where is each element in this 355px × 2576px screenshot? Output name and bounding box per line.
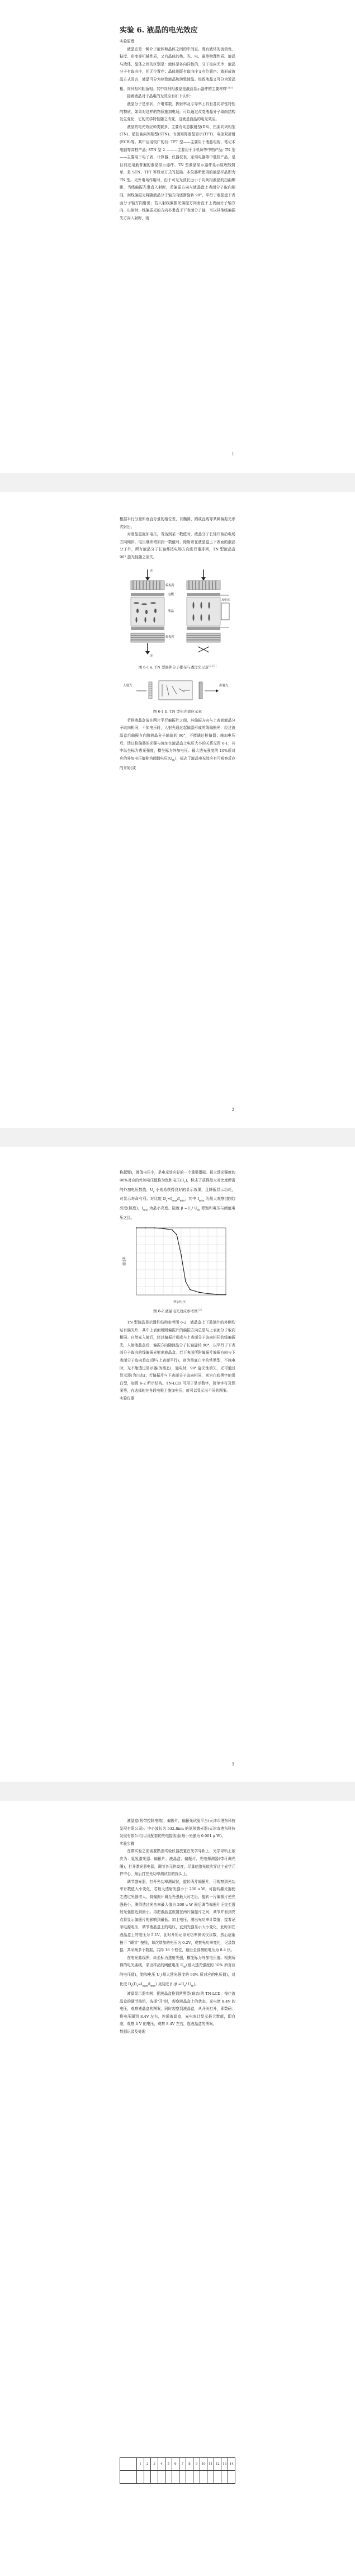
table-cell: 7 — [179, 2458, 186, 2471]
chart-ylabel: 透过率 — [123, 1256, 126, 1266]
paragraph: TN 型液晶显示器件结构参考图 6-2，液晶盒上下玻璃片的外侧均贴有偏光片，其中上表面所附偏振片的偏振方向总是与上表面分子取向相同。自然光入射后，经过偏振片形成与上表面分子取向相同的线偏振光，入射液晶盒后，偏振方向随液晶分子长轴旋转 90°，以平行于下表面分子取向的线偏振光射出液晶盒。若下表面所附偏振片偏振方向与下表面分子取向垂直(即与上表面平行)，则为黑底白字的常黑型，不施电时，光不能透过显示器(为黑态)，施电时，90° 旋光性消失，光可通过显示器(为白态)；若偏振片与下表面分子取向相同，则为白底黑字的常白型，如图 6-2 所示结构。TN-LCD 可用于显示数字，简单字符及图案等，有选择的在各段电极上施加电压，就可以显示出不同的图案。 — [120, 1320, 235, 1393]
page-number: 3 — [231, 1762, 234, 1767]
paragraph: 液晶分子是形状，介电常数、折射率及专导率上具有各向异性特性的物质，如果对这样的物质施加电场，可以通过改变液晶分子取向结构发生变化，它的光学特性随之改变，这就是液晶的电光效应。 — [120, 101, 235, 122]
paragraph: 对液晶盒施加电压，当达到某一数值时，液晶分子长轴开始沿电场方向倾斜，电压继续增加到一数值时，除附着在液晶盒上下表面的液晶分子外，所有液晶分子长轴都按电场方向进行重排列，TN 型液晶盒 90° 旋光性随之消失。 — [120, 532, 235, 559]
page-number: 1 — [231, 452, 234, 456]
page-number: 2 — [231, 1108, 234, 1112]
table-cell — [179, 2471, 186, 2484]
svg-text:入射光: 入射光 — [123, 684, 132, 687]
section-steps: 实验步骤 — [120, 1841, 135, 1846]
chart-point — [225, 1294, 226, 1295]
figure-caption: 图 6-1 b. TN 型电光效应示意 — [153, 709, 202, 714]
table-cell — [151, 2471, 158, 2484]
table-cell — [172, 2471, 179, 2484]
table-cell: 12 — [214, 2458, 221, 2471]
svg-text:偏振片: 偏振片 — [165, 583, 175, 587]
chart-xlabel: 外加电压 — [173, 1300, 186, 1304]
table-row — [120, 2458, 235, 2471]
paragraph: 液晶的电光效应种类繁多，主要有动态散射型(DS)、扭曲向列相型(TN)、超扭曲向列相型(STN)、有源矩阵液晶显示(TFT)、电控双折射(ECB)等。其中应用较广的有: TFT 型——主要用于液晶电视、笔记本电脑等高档产品; STN 型 2 ———主要用于手机屏等中档产品; TN 型——主要用于电子表、计算器、仪器仪表、家用电器等中低档产品，是目前应用最普遍的液晶显示器件。TN 型液晶显示器件显示原理较简单，是 STN、TFT 等显示方式的基础。本仪器所使用的液晶样品即为 TN 型。见外电场作用时，由于可见光波长远小于向列相液晶的扭曲螺距，当线偏振光垂直入射时，若偏振方向与液晶盘上表面分子取向相同，则线偏振光将随液晶分子轴方向逐渐旋转 90°，平行于液晶盘下表面分子轴方向射出；若入射线偏振光偏振方向垂直于上表面分子轴方向，出射时，线偏振光的方向亦垂直于下表面分子轴，当以其他线偏振光方向入射时，则 — [120, 124, 235, 220]
data-table — [120, 2457, 235, 2484]
table-cell: 2 — [144, 2458, 151, 2471]
page-2-content — [120, 516, 235, 772]
paragraph: 调节激光器，打开光功率测试仪，旋转两片偏振片，可观察到光功率计数值大小变化，若最大透射光强小于 200 u W，可旋转激光器使之透过光强增大。将偏振片调至光强最大时之后，旋转一片偏振片使光强最小，测得透过光功率最大值为 200 u W 最后调节偏振片正交至透射光强值达到最小。再把液晶盒放置在两片偏振片之间，调节并看到亮点将显示偏振片的影响到最低。加上电压，测出光功率计数值，接着记录电源电压，调节液晶盒上的电压，直到光强显示大小变化，此时加在液晶盒上的电压为 5.1V，此时开始记录光功率测试仪读数，然后逐渐按下 "调节" 按钮，每次增加的电压为 0.2V，观察光功率变化，记录数据，共采集多个数据，共得 16 个档位，最后全部测的电压为 8.4 伏。 — [120, 1879, 235, 1953]
table-cell: 5 — [165, 2458, 172, 2471]
chart-point — [176, 1234, 177, 1235]
svg-text:偏振片: 偏振片 — [165, 635, 175, 639]
table-cell: 10 — [200, 2458, 207, 2471]
tn-cell-on — [187, 569, 229, 652]
table-cell — [144, 2471, 151, 2484]
section-instrument: 实验仪器 — [120, 1396, 135, 1401]
table-cell: 13 — [221, 2458, 228, 2471]
table-cell: 1 — [137, 2458, 144, 2471]
page-1 — [0, 0, 355, 473]
table-cell — [158, 2471, 165, 2484]
table-cell — [193, 2471, 200, 2484]
chart-point — [136, 1227, 137, 1228]
table-cell — [214, 2471, 221, 2484]
paragraph: 在电光曲线图，纵坐标为透射光强，横坐标为外加电压值。根据所得的电光曲线，求出样品的阈值电压 $U_{th}$(最大透光强度的 10% 所对应的电压值)，饱和电压 $U_r$(最大透光强度的 90% 所对应的电压值)，对比度 $D_r(D_r=I_{max}/I_{min})$ 及陡度 β ($\beta =U_r/$ $U_{th}$)。 — [120, 1955, 235, 1988]
figure-caption: 图 6-1 a. TN 型器件分子排布与透过光示意[2][3] — [138, 664, 217, 670]
chart-point — [207, 1293, 209, 1294]
page-3 — [0, 1147, 355, 1782]
svg-text:加电压: 加电压 — [221, 598, 230, 602]
table-cell: 6 — [172, 2458, 179, 2471]
svg-text:光: 光 — [150, 654, 153, 658]
chart-point — [185, 1281, 186, 1282]
paragraph: 液晶盒(附带控制电箱)，偏振片，偏振光试验平台(天津市港东科技发展有限公司)。中心波长为 632.8nm 的氦氖激光器(天津市港东科技发展有限公司)以及配套的光电接收器(最小光强为 0.001 μ W)。 — [120, 1819, 235, 1839]
chart-point — [172, 1230, 173, 1231]
paragraph: 接着液晶对于晶电的光效应有如下认识： — [127, 94, 193, 99]
chart-point — [216, 1294, 217, 1295]
table-cell: 8 — [186, 2458, 193, 2471]
paragraph: 液晶显示器实例：把液晶盒换到常黑型(暗态)的 TN-LCD，按住液晶盒的调节按钮，选择"开"时，观察液晶盒上的状态，光电增 8.4V 的电压，观察液晶盒的图案，同时观察到液晶盒，从开关打开，即数码：将电压调到 8.4V 左右，连通液晶盒，光电率计显示最大数值，即白态，观察 4 V 的电压，观察 8.4V 左右，连液晶盒的图案。 — [120, 1991, 235, 2027]
table-row — [120, 2471, 235, 2484]
table-cell: 11 — [207, 2458, 214, 2471]
table-cell — [207, 2471, 214, 2484]
table-cell: 4 — [158, 2458, 165, 2471]
table-cell — [200, 2471, 207, 2484]
electro-optic-chart — [120, 1225, 235, 1308]
table-cell — [120, 2471, 137, 2484]
page-1-content — [120, 38, 235, 222]
svg-text:光: 光 — [150, 569, 153, 573]
table-cell: 9 — [193, 2458, 200, 2471]
table-cell — [221, 2471, 228, 2484]
experiment-title: 实验 6. 液晶的电光效应 — [120, 26, 198, 35]
section-data: 数据记录及处理 — [120, 2029, 146, 2034]
table-cell — [120, 2458, 137, 2471]
table-cell — [165, 2471, 172, 2484]
chart-point — [145, 1227, 146, 1228]
page-2 — [0, 492, 355, 1128]
table-cell: 14 — [228, 2458, 235, 2471]
chart-point — [163, 1228, 164, 1229]
section-principle: 实验原理 — [120, 39, 135, 44]
chart-point — [154, 1227, 155, 1228]
svg-text:出射光: 出射光 — [219, 684, 229, 687]
svg-text:电极: 电极 — [168, 592, 174, 596]
table-cell — [186, 2471, 193, 2484]
tn-structure-figure — [120, 564, 235, 665]
paragraph: 在做实验之前需要熟悉实验仪器放置在光学导轨上，光学导轨上依次为：氦氖激光器、偏振片、液晶盒、偏振片、光电探测器(带可调光阑)，打开激光器电源，调节各元件高度，尽量使激光依次穿过个光学元件中心，最后打在光功率测试仪的探头上。 — [120, 1849, 235, 1877]
figure-caption: 图 6-2 液晶电光效应参考图[3] — [153, 1308, 202, 1313]
paragraph: 若将液晶盒放在两片平行偏振片之间，其偏振方向与上表面液晶分子取向相同，不加电压时，入射光通过起偏器形成的线偏振光，经过液晶盒后偏振方向随液晶分子轴旋转 90°，不能通过检偏器；施加电压后，透过检偏器的光强与施加在液晶盒上电压大小的关系见图 6-1；其中纵坐标为透光强度，横坐标为外加电压。最大透光强度的 10%所对应的外加电压值称为阈值电压$(U_{th})$，标志了液晶电光效应有可观察反应的开始(或 — [120, 718, 235, 770]
paragraph: 称起辉)，阈值电压小，是电光效应好的一个重要指标。最大透光强度的 90%对应的外加电压值称为饱和电压$(U_r)$，标志了获得最大对比度所需的外加电压数值，$U_r$ 小则易获得良好的显示效果，且降低显示功耗，对显示寿命有利。对比度 $D_r=I_{max}/I_{min}$，其中 $I_{max}$ 为最大观察(接收)亮度(照度)，$I_{min}$ 为最小亮度。陡度 $\beta =U_r/$ $U_{th}$ 即饱和电压与阈值电压之比。 — [120, 1170, 236, 1221]
table-cell: 3 — [151, 2458, 158, 2471]
table-cell — [228, 2471, 235, 2484]
tn-schematic-row — [136, 681, 219, 700]
svg-text:液晶: 液晶 — [168, 609, 174, 613]
page-4 — [0, 1801, 355, 2576]
page-4-content — [120, 1817, 235, 2036]
paragraph: 根据平行分量和垂直分量的相位差，以椭圆、圆或直线等某种偏振光形式射出。 — [120, 517, 235, 529]
paragraph: 液晶态是一种介于液体和晶体之间的中间态，既有液体的流动性、粘度、形变等机械性质，又有晶体的热、光、电、磁等物理性质。液晶与液体、晶体之间的区别是：液体是各向同性的，分子取向无序；液晶分子有取向序，但无位置序；晶体则既有取向序又有位置序。就形成液晶方式而言，液晶可分为热致液晶和溶致液晶。热致液晶又可分为近晶相、向列相和胆甾相。其中向列相液晶是液晶显示器件的主要材料[1][2] — [120, 46, 235, 91]
chart-point — [190, 1289, 191, 1290]
chart-point — [181, 1254, 182, 1255]
tn-electro-optic-diagram — [120, 674, 235, 709]
page-3-content — [120, 1169, 235, 1403]
tn-cell-off — [131, 569, 164, 654]
table-cell — [137, 2471, 144, 2484]
chart-point — [198, 1292, 200, 1293]
